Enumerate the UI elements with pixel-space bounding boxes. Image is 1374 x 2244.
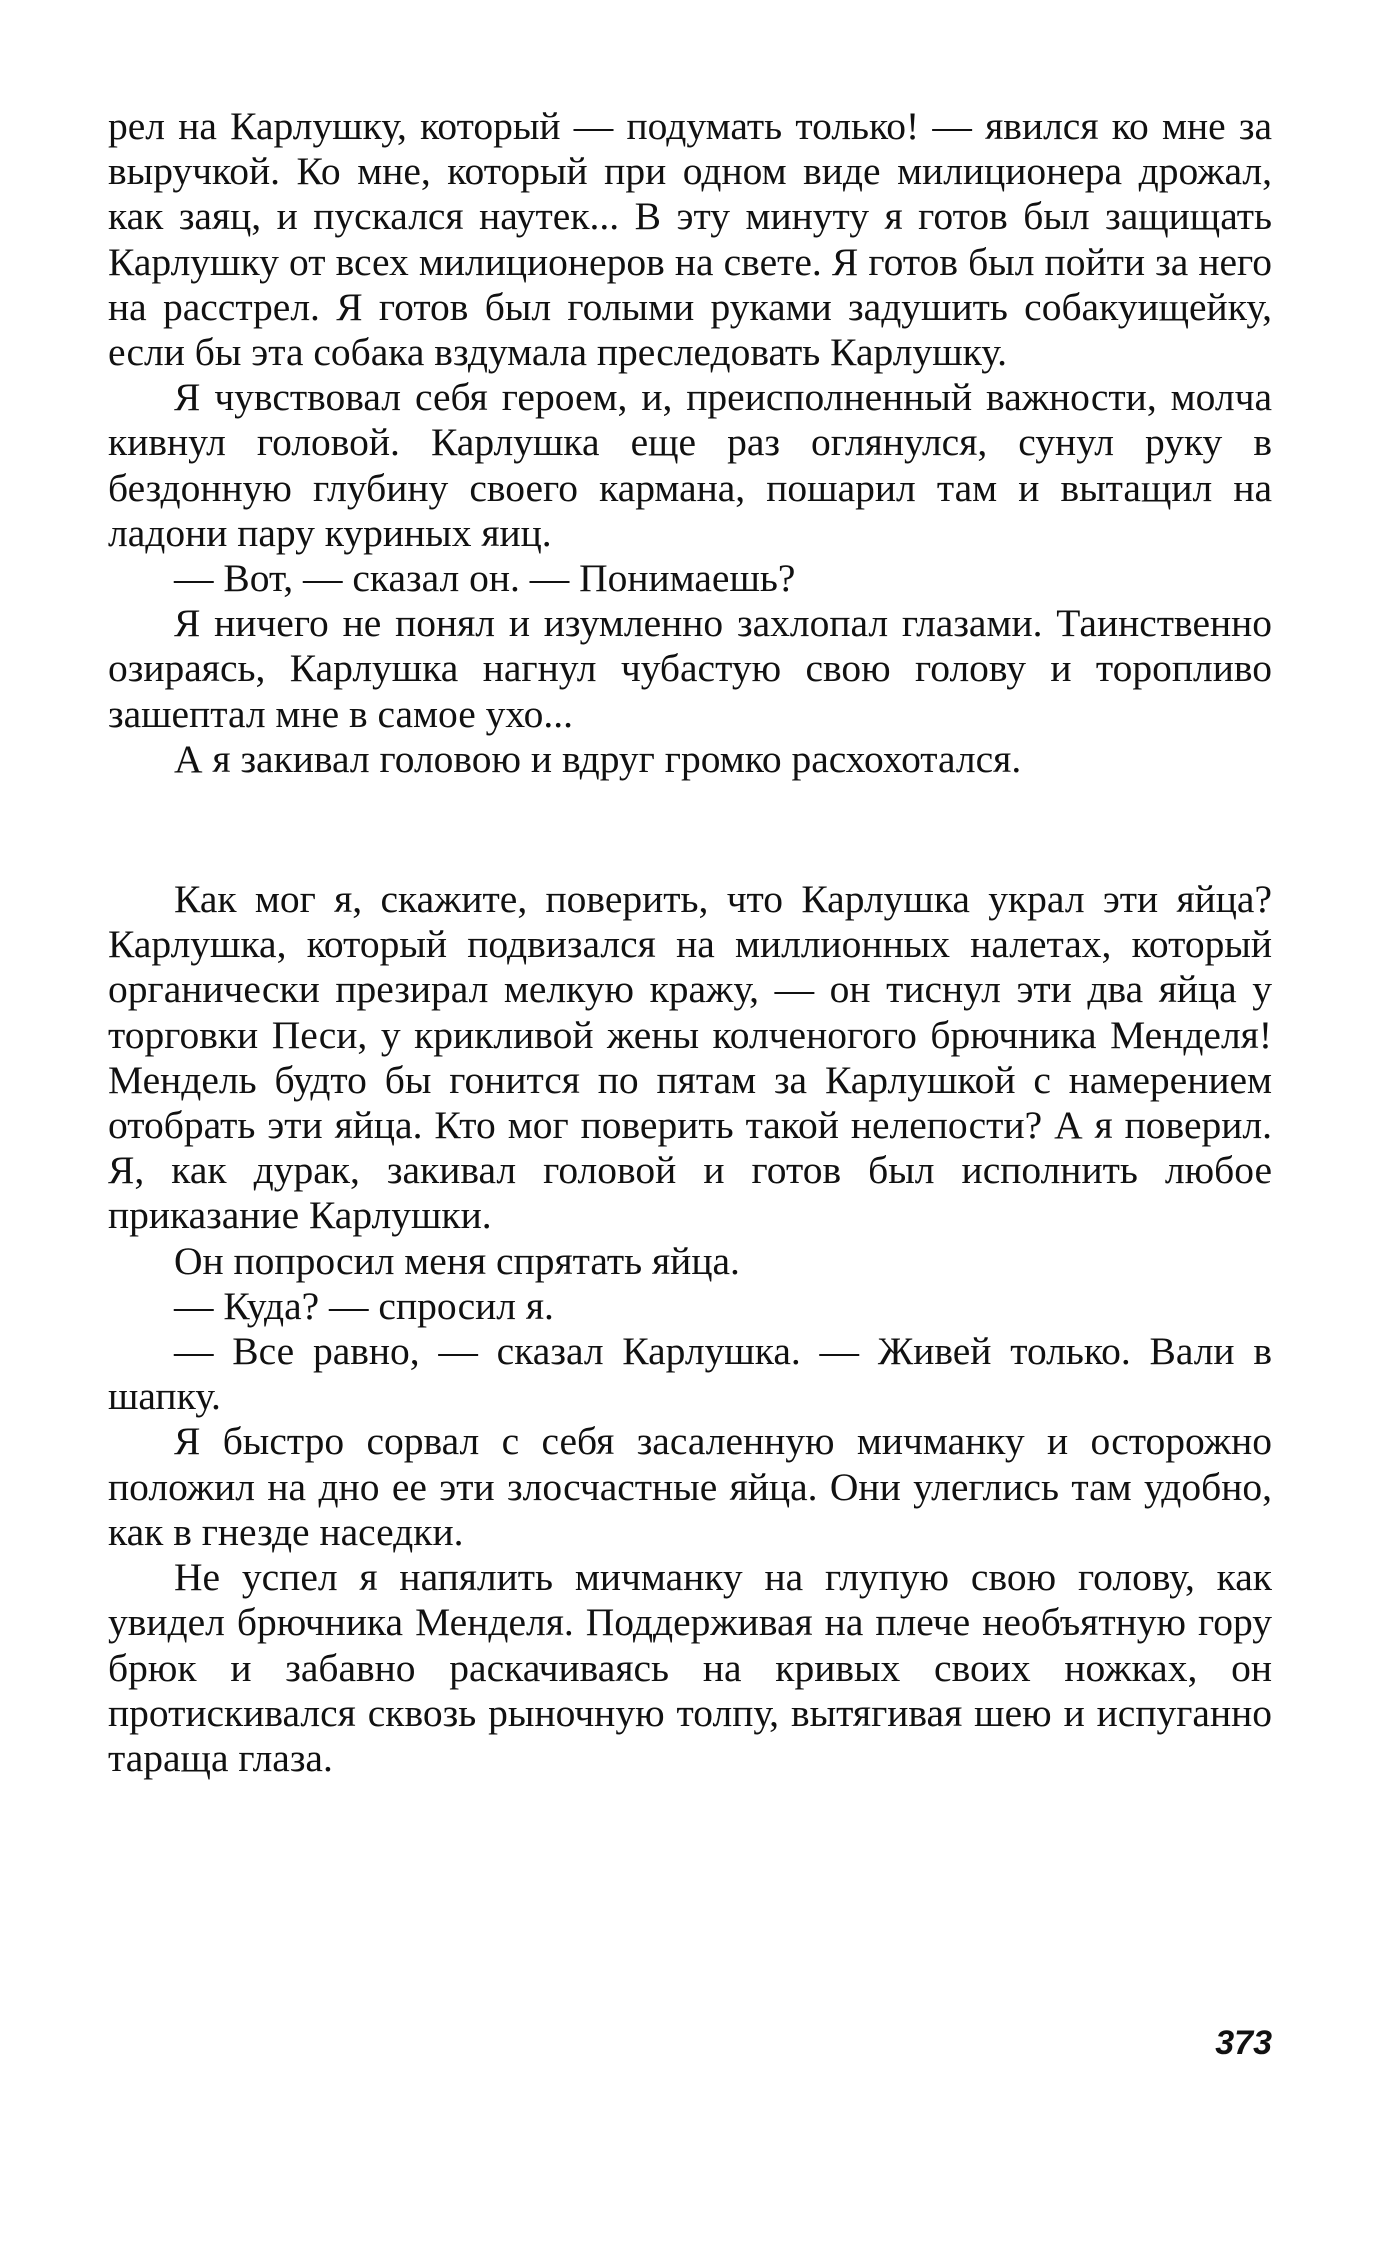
page-number: 373: [1215, 2024, 1272, 2062]
dialogue-line: — Куда? — спросил я.: [174, 1283, 554, 1328]
paragraph: Я чувствовал себя героем, и, преисполненный важности, молча кивнул головой. Карлушка еще раз оглянулся, сунул руку в бездонную глубину своего кармана, пошарил там и вытащил на ладони пару куриных яиц.: [108, 375, 1272, 555]
paragraph-continuation: рел на Карлушку, который — подумать только! — явился ко мне за выручкой. Ко мне, который при одном виде милиционера дрожал, как заяц, и пускался наутек... В эту минуту я готов был защищать Карлушку от всех милиционеров на свете. Я готов был пойти за него на расстрел. Я готов был голыми руками задушить собакуищейку, если бы эта собака вздумала преследовать Карлушку.: [108, 104, 1272, 375]
paragraph: Не успел я напялить мичманку на глупую свою голову, как увидел брючника Менделя. Поддерживая на плече необъятную гору брюк и забавно раскачиваясь на кривых своих ножках, он протискивался сквозь рыночную толпу, вытягивая шею и испуганно тараща глаза.: [108, 1555, 1272, 1780]
paragraph: Я быстро сорвал с себя засаленную мичманку и осторожно положил на дно ее эти злосчастные яйца. Они улеглись там удобно, как в гнезде наседки.: [108, 1419, 1272, 1554]
paragraph: Я ничего не понял и изумленно захлопал глазами. Таинственно озираясь, Карлушка нагнул чубастую свою голову и торопливо зашептал мне в самое ухо...: [108, 601, 1272, 736]
paragraph: Как мог я, скажите, поверить, что Карлушка украл эти яйца? Карлушка, который подвизался на миллионных налетах, который органически презирал мелкую кражу, — он тиснул эти два яйца у торговки Песи, у крикливой жены колченогого брючника Менделя! Мендель будто бы гонится по пятам за Карлушкой с намерением отобрать эти яйца. Кто мог поверить такой нелепости? А я поверил. Я, как дурак, закивал головой и готов был исполнить любое приказание Карлушки.: [108, 877, 1272, 1238]
dialogue-line: — Все равно, — сказал Карлушка. — Живей только. Вали в шапку.: [108, 1329, 1272, 1419]
dialogue-line: — Вот, — сказал он. — Понимаешь?: [174, 556, 796, 601]
book-page-text: [108, 104, 1272, 1781]
paragraph: А я закивал головою и вдруг громко расхохотался.: [174, 736, 1022, 781]
section-break: [108, 782, 1272, 877]
paragraph: Он попросил меня спрятать яйца.: [174, 1238, 740, 1283]
